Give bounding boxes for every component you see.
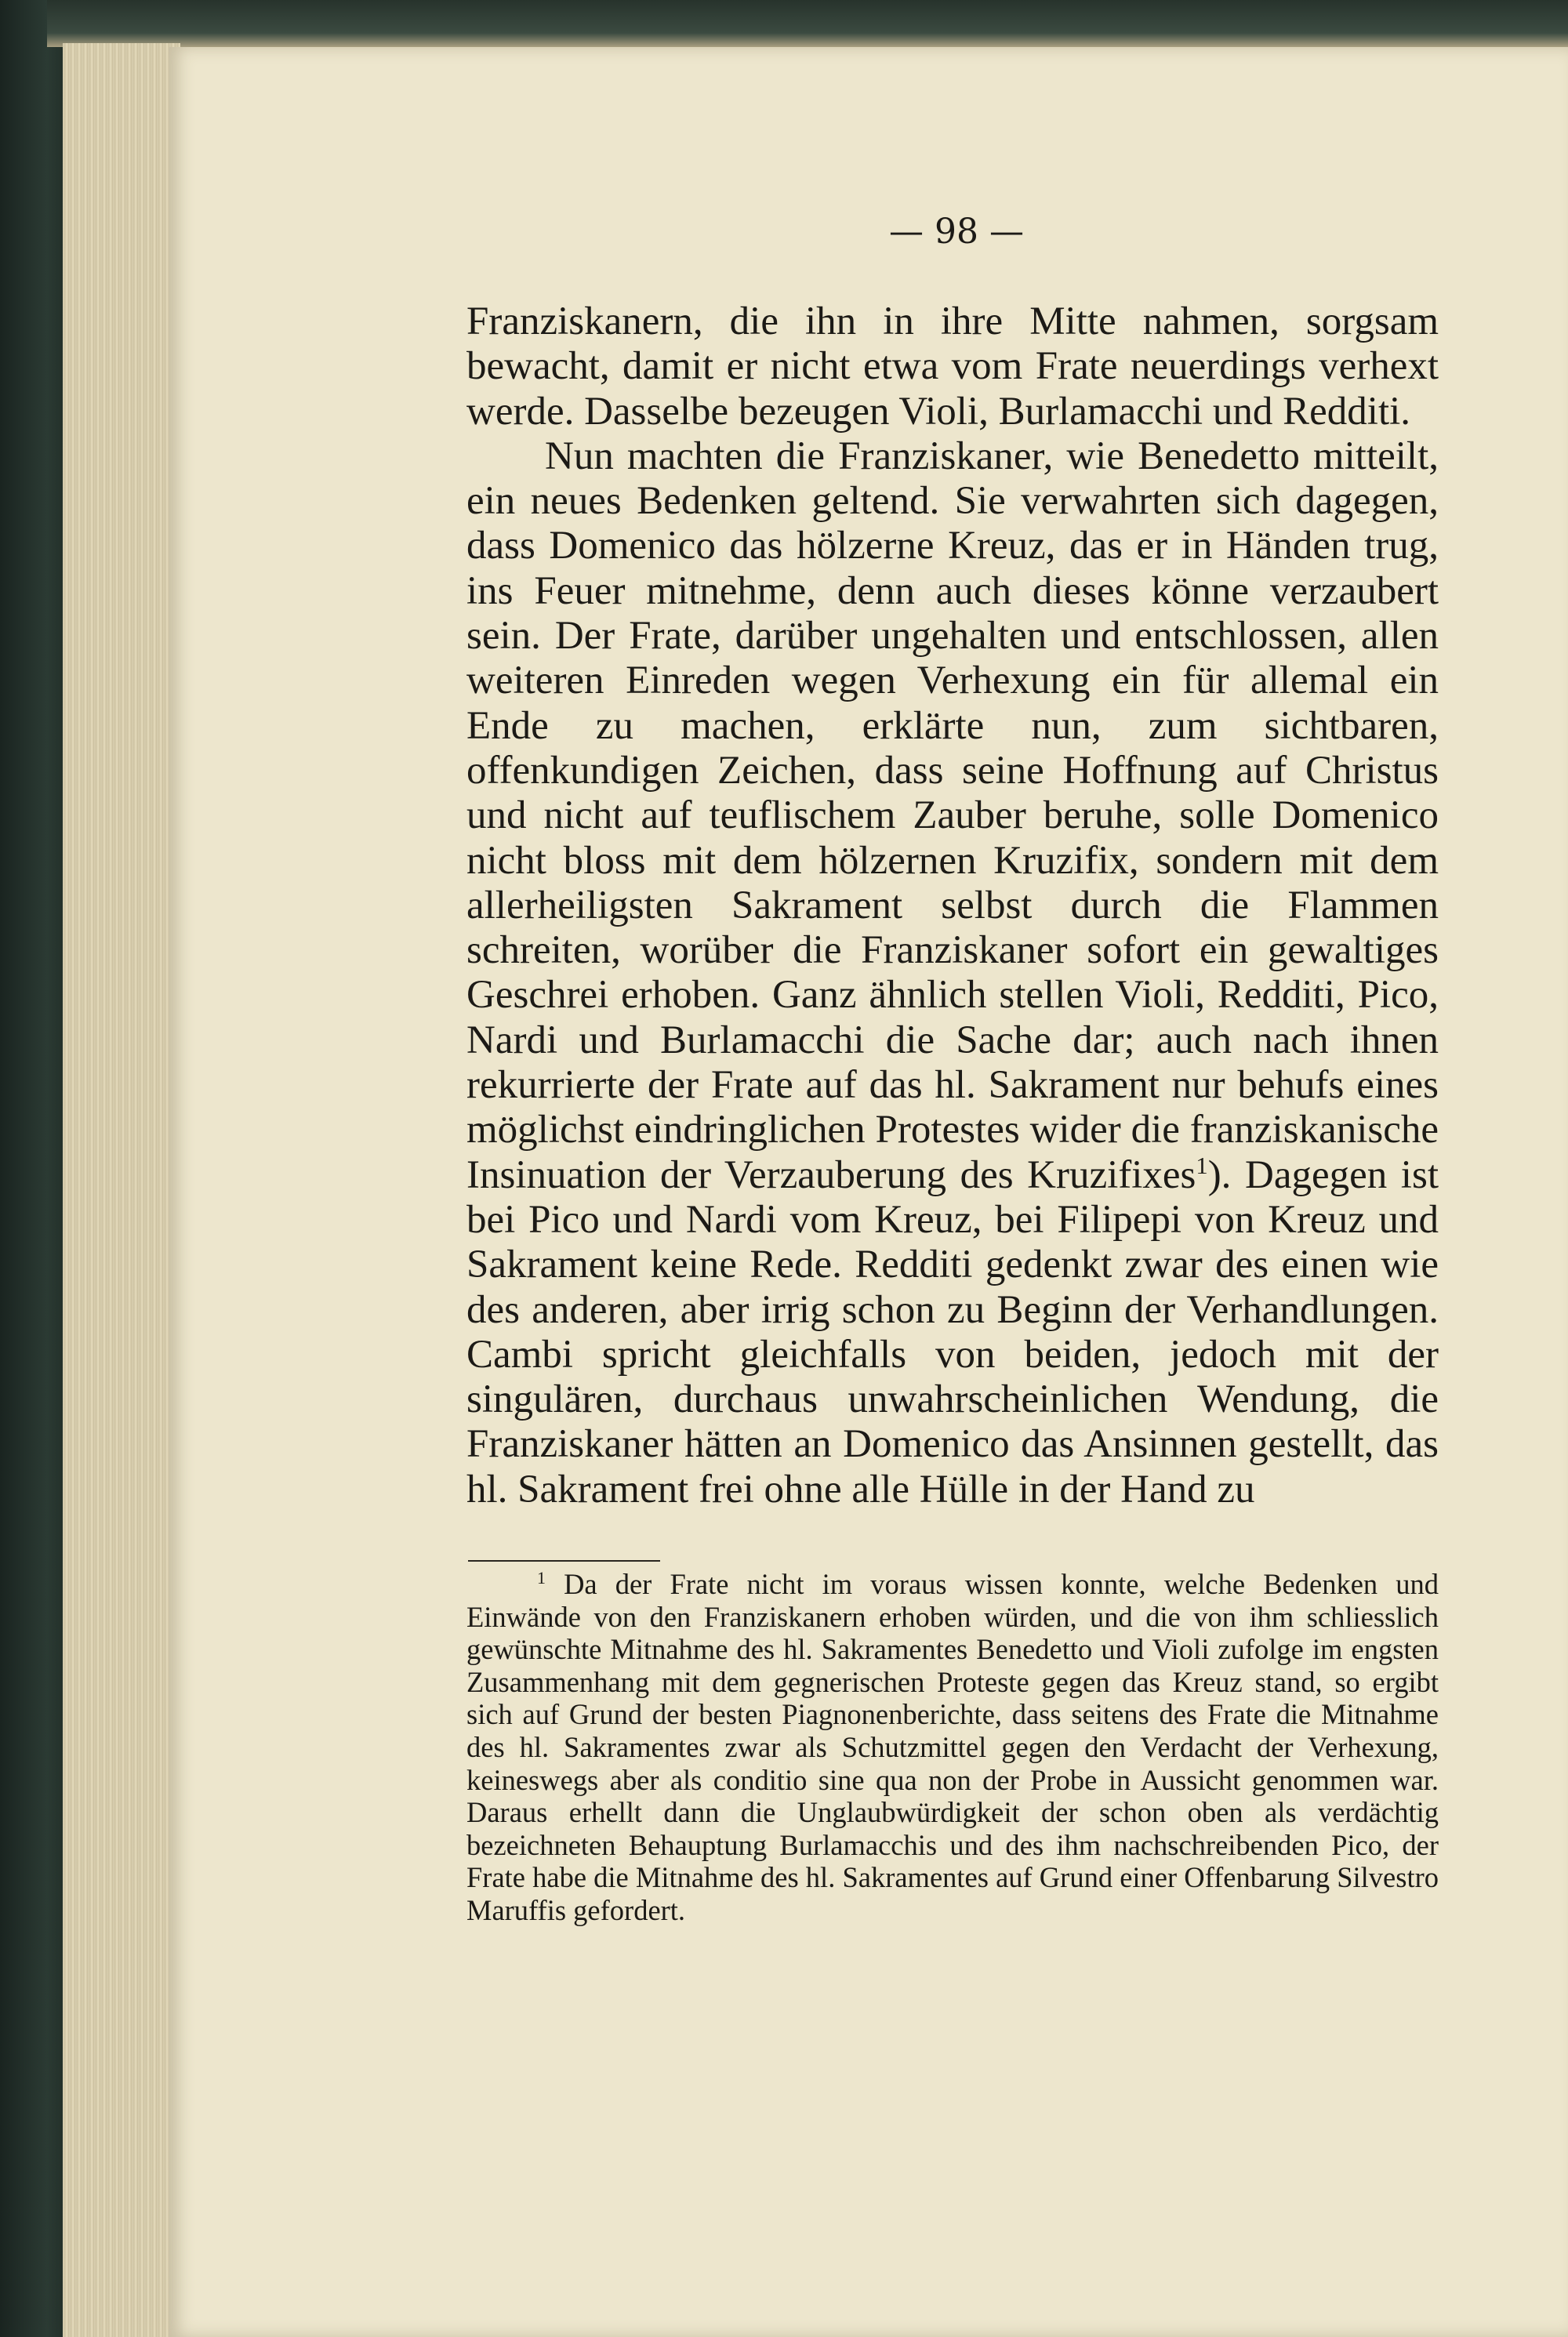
- footnote-reference: 1: [1196, 1152, 1208, 1179]
- page-stack-edges: [63, 43, 180, 2337]
- paragraph-1: Franziskanern, die ihn in ihre Mitte nahmen, sorgsam bewacht, damit er nicht etwa vom Frate neuerdings verhext werde. Dasselbe bezeugen Violi, Burlamacchi und Redditi.: [466, 299, 1439, 434]
- book-cover-top-edge: [47, 0, 1568, 47]
- main-text: [466, 299, 1439, 1512]
- paragraph-2-part-2: ). Dagegen ist bei Pico und Nardi vom Kreuz, bei Filipepi von Kreuz und Sakrament keine Rede. Redditi gedenkt zwar des einen wie des anderen, aber irrig schon zu Beginn der Verhandlungen. Cambi spricht gleichfalls von beiden, jedoch mit der singulären, durchaus unwahrscheinlichen Wendung, die Franziskaner hätten an Domenico das Ansinnen gestellt, das hl. Sakrament frei ohne alle Hülle in der Hand zu: [466, 1152, 1439, 1511]
- paragraph-2: [466, 434, 1439, 1512]
- footnote-divider: [468, 1560, 660, 1562]
- footnote-1: [466, 1568, 1439, 1927]
- page-number: — 98 —: [889, 212, 1024, 252]
- footnote-text: Da der Frate nicht im voraus wissen konnte, welche Bedenken und Einwände von den Franziskanern erhoben würden, und die von ihm schliesslich gewünschte Mitnahme des hl. Sakramentes Benedetto und Violi zufolge im engsten Zusammenhang mit dem gegnerischen Proteste gegen das Kreuz stand, so ergibt sich auf Grund der besten Piagnonenberichte, dass seitens des Frate die Mitnahme des hl. Sakramentes zwar als Schutzmittel gegen den Verdacht der Verhexung, keineswegs aber als conditio sine qua non der Probe in Aussicht genommen war. Daraus erhellt dann die Unglaubwürdigkeit der schon oben als verdächtig bezeichneten Behauptung Burlamacchis und des ihm nachschreibenden Pico, der Frate habe die Mitnahme des hl. Sakramentes auf Grund einer Offenbarung Silvestro Maruffis gefordert.: [466, 1568, 1439, 1926]
- footnote-marker: 1: [537, 1567, 546, 1588]
- paragraph-2-part-1: Nun machten die Franziskaner, wie Benedetto mitteilt, ein neues Bedenken geltend. Sie verwahrten sich dagegen, dass Domenico das hölzerne Kreuz, das er in Händen trug, ins Feuer mitnehme, denn auch dieses könne verzaubert sein. Der Frate, darüber ungehalten und entschlossen, allen weiteren Einreden wegen Verhexung ein für allemal ein Ende zu machen, erklärte nun, zum sichtbaren, offenkundigen Zeichen, dass seine Hoffnung auf Christus und nicht auf teuflischem Zauber beruhe, solle Domenico nicht bloss mit dem hölzernen Kruzifix, sondern mit dem allerheiligsten Sakrament selbst durch die Flammen schreiten, worüber die Franziskaner sofort ein gewaltiges Geschrei erhoben. Ganz ähnlich stellen Violi, Redditi, Pico, Nardi und Burlamacchi die Sache dar; auch nach ihnen rekurrierte der Frate auf das hl. Sakrament nur behufs eines möglichst eindringlichen Protestes wider die franziskanische Insinuation der Verzauberung des Kruzifixes: [466, 434, 1439, 1197]
- footnotes: [466, 1568, 1439, 1927]
